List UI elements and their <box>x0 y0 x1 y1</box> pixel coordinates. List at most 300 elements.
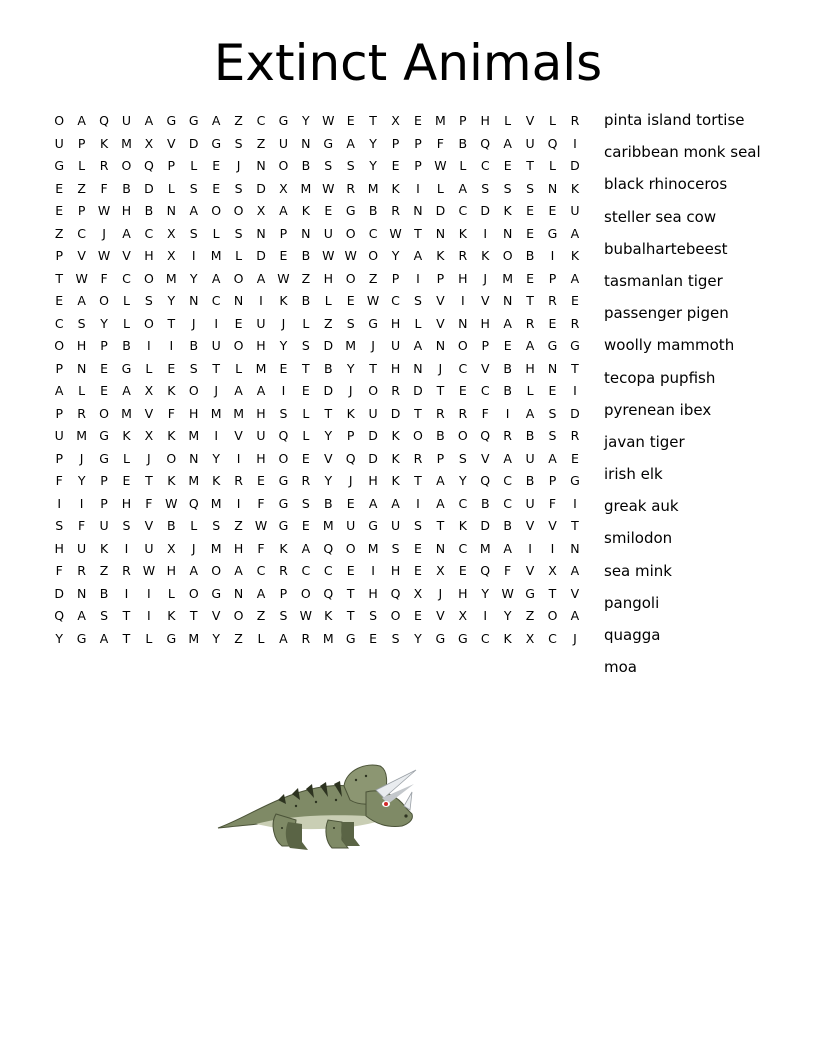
grid-letter: I <box>416 495 420 511</box>
grid-row <box>48 335 586 358</box>
grid-letter: Z <box>234 518 243 533</box>
grid-letter: C <box>458 495 468 511</box>
grid-letter: A <box>301 540 311 556</box>
grid-letter: C <box>211 293 221 308</box>
word-list-item: bubalhartebeest <box>604 239 728 258</box>
grid-letter: S <box>413 293 422 308</box>
grid-letter: E <box>346 113 355 128</box>
grid-letter: J <box>483 270 488 286</box>
grid-letter: T <box>55 270 64 286</box>
grid-letter: N <box>301 225 311 241</box>
grid-letter: E <box>212 158 221 173</box>
grid-letter: M <box>255 360 267 376</box>
grid-letter: H <box>368 473 378 488</box>
grid-letter: S <box>548 405 557 421</box>
grid-letter: L <box>212 225 220 241</box>
grid-letter: R <box>301 473 311 488</box>
grid-row <box>48 358 586 381</box>
grid-letter: E <box>570 450 579 466</box>
grid-letter: O <box>54 338 65 353</box>
word-list-item: tecopa pupfish <box>604 368 716 387</box>
grid-letter: G <box>547 338 558 353</box>
grid-letter: F <box>257 540 265 556</box>
grid-letter: A <box>413 248 423 263</box>
grid-letter: T <box>189 608 198 623</box>
grid-letter: E <box>414 563 422 578</box>
grid-letter: A <box>436 495 445 511</box>
grid-letter: A <box>122 225 131 241</box>
grid-letter: U <box>256 315 266 331</box>
grid-letter: Y <box>391 248 400 263</box>
grid-row <box>48 223 586 246</box>
grid-letter: S <box>458 450 467 466</box>
grid-letter: C <box>256 113 266 128</box>
grid-letter: Q <box>278 428 289 443</box>
grid-letter: V <box>167 135 176 151</box>
grid-letter: A <box>503 135 512 151</box>
grid-letter: S <box>55 518 64 533</box>
grid-letter: G <box>547 225 558 241</box>
grid-letter: L <box>257 630 265 646</box>
grid-letter: E <box>526 203 535 218</box>
grid-letter: U <box>368 405 378 421</box>
grid-letter: L <box>122 315 130 331</box>
grid-letter: G <box>345 203 356 218</box>
grid-letter: P <box>391 270 400 286</box>
grid-letter: G <box>457 630 468 646</box>
grid-letter: P <box>391 135 400 151</box>
grid-letter: H <box>390 360 401 376</box>
grid-letter: Y <box>100 315 108 331</box>
grid-letter: A <box>234 563 243 578</box>
grid-letter: R <box>436 405 445 421</box>
grid-letter: K <box>503 203 512 218</box>
grid-letter: D <box>480 518 491 533</box>
grid-letter: T <box>122 630 131 646</box>
grid-letter: A <box>211 270 221 286</box>
grid-letter: H <box>323 270 333 286</box>
grid-letter: E <box>301 383 310 398</box>
grid-letter: G <box>99 428 109 443</box>
grid-letter: T <box>167 315 176 331</box>
grid-letter: B <box>525 473 535 488</box>
grid-letter: R <box>503 428 512 443</box>
grid-letter: D <box>323 338 334 353</box>
grid-row <box>48 380 586 403</box>
grid-letter: M <box>367 540 379 556</box>
grid-letter: A <box>458 180 468 196</box>
grid-letter: T <box>526 293 534 308</box>
grid-row <box>48 155 586 178</box>
grid-letter: X <box>144 428 154 443</box>
grid-letter: T <box>526 158 534 173</box>
grid-letter: M <box>210 495 222 511</box>
grid-letter: X <box>525 630 535 646</box>
grid-letter: J <box>281 315 286 331</box>
grid-letter: U <box>77 540 87 556</box>
grid-letter: R <box>301 630 311 646</box>
grid-letter: O <box>211 203 222 218</box>
grid-letter: B <box>122 180 131 196</box>
grid-letter: Z <box>234 630 243 646</box>
grid-letter: C <box>144 225 154 241</box>
grid-letter: Q <box>480 428 491 443</box>
grid-letter: H <box>390 315 401 331</box>
grid-letter: H <box>144 248 154 263</box>
grid-letter: I <box>573 383 577 398</box>
grid-letter: D <box>570 158 580 173</box>
grid-letter: U <box>99 518 109 533</box>
grid-letter: T <box>414 473 422 488</box>
grid-letter: N <box>233 293 244 308</box>
grid-letter: K <box>570 180 580 196</box>
grid-row <box>48 133 586 156</box>
grid-letter: W <box>322 180 335 196</box>
triceratops-icon <box>216 762 420 854</box>
grid-letter: Q <box>323 540 334 556</box>
grid-letter: T <box>302 360 310 376</box>
grid-letter: G <box>435 630 446 646</box>
grid-letter: A <box>503 540 512 556</box>
grid-letter: E <box>257 473 265 488</box>
grid-letter: U <box>390 338 401 353</box>
grid-letter: X <box>144 383 154 398</box>
grid-letter: E <box>279 248 288 263</box>
grid-letter: A <box>503 315 512 331</box>
grid-letter: R <box>391 203 400 218</box>
grid-letter: X <box>413 585 423 601</box>
grid-letter: C <box>323 563 333 578</box>
grid-letter: L <box>167 180 175 196</box>
grid-letter: B <box>122 338 131 353</box>
grid-letter: U <box>570 203 580 218</box>
grid-letter: K <box>570 248 580 263</box>
grid-letter: L <box>78 158 86 173</box>
grid-letter: L <box>145 630 153 646</box>
grid-letter: Y <box>189 270 198 286</box>
grid-letter: F <box>100 180 108 196</box>
grid-letter: S <box>234 135 243 151</box>
grid-letter: M <box>165 270 177 286</box>
grid-letter: G <box>166 113 177 128</box>
grid-letter: C <box>458 203 468 218</box>
grid-letter: E <box>526 225 535 241</box>
grid-letter: M <box>434 113 446 128</box>
grid-letter: E <box>301 450 310 466</box>
grid-letter: E <box>369 630 378 646</box>
grid-letter: S <box>301 495 310 511</box>
grid-letter: A <box>503 450 512 466</box>
grid-letter: W <box>277 270 290 286</box>
grid-letter: M <box>300 180 312 196</box>
grid-letter: S <box>391 630 400 646</box>
grid-letter: O <box>345 540 356 556</box>
word-list <box>604 109 761 688</box>
grid-letter: O <box>457 428 468 443</box>
grid-letter: O <box>211 563 222 578</box>
grid-letter: V <box>480 360 490 376</box>
grid-letter: P <box>414 158 422 173</box>
grid-letter: E <box>548 315 557 331</box>
grid-letter: A <box>234 383 243 398</box>
grid-letter: D <box>435 203 446 218</box>
grid-letter: I <box>124 540 129 556</box>
grid-letter: F <box>504 563 512 578</box>
grid-letter: S <box>212 518 221 533</box>
grid-row <box>48 268 586 291</box>
grid-letter: U <box>390 518 401 533</box>
grid-row <box>48 583 586 606</box>
grid-letter: P <box>100 473 108 488</box>
grid-letter: S <box>503 180 512 196</box>
grid-letter: R <box>99 158 109 173</box>
grid-letter: O <box>233 270 244 286</box>
grid-letter: W <box>366 293 380 308</box>
grid-letter: R <box>570 428 580 443</box>
grid-letter: S <box>526 180 535 196</box>
grid-letter: C <box>301 563 311 578</box>
grid-row <box>48 110 586 133</box>
grid-letter: W <box>75 270 88 286</box>
grid-letter: O <box>166 450 177 466</box>
grid-letter: D <box>188 135 199 151</box>
grid-letter: Z <box>77 180 86 196</box>
grid-letter: R <box>77 405 86 421</box>
grid-letter: D <box>144 180 154 196</box>
grid-letter: K <box>324 608 333 623</box>
word-list-item: moa <box>604 658 637 677</box>
grid-letter: E <box>234 315 243 331</box>
grid-letter: K <box>346 405 355 421</box>
grid-letter: L <box>145 360 153 376</box>
grid-letter: I <box>147 608 151 623</box>
grid-letter: W <box>434 158 447 173</box>
grid-letter: P <box>459 113 467 128</box>
word-list-item: pinta island tortise <box>604 111 745 129</box>
grid-letter: S <box>234 225 243 241</box>
grid-letter: Q <box>188 495 199 511</box>
grid-letter: G <box>323 135 334 151</box>
grid-letter: N <box>76 360 87 376</box>
grid-letter: T <box>346 585 355 601</box>
grid-letter: F <box>481 405 489 421</box>
grid-letter: L <box>436 180 444 196</box>
grid-row <box>48 425 586 448</box>
grid-letter: Y <box>369 158 377 173</box>
grid-letter: N <box>413 360 423 376</box>
grid-letter: L <box>190 518 198 533</box>
grid-letter: W <box>254 518 268 533</box>
grid-letter: B <box>436 428 445 443</box>
grid-letter: D <box>256 248 266 263</box>
grid-letter: S <box>548 428 557 443</box>
grid-letter: R <box>413 450 423 466</box>
grid-letter: Y <box>167 293 176 308</box>
grid-letter: B <box>368 203 378 218</box>
grid-letter: G <box>278 495 289 511</box>
grid-letter: C <box>391 293 400 308</box>
grid-letter: U <box>256 428 266 443</box>
grid-letter: V <box>436 608 445 623</box>
grid-letter: L <box>504 113 512 128</box>
grid-letter: H <box>368 585 378 601</box>
word-list-item: irish elk <box>604 465 663 484</box>
grid-letter: I <box>124 585 129 601</box>
grid-letter: P <box>279 225 288 241</box>
word-list-item: pangoli <box>604 593 660 612</box>
grid-letter: H <box>54 540 64 556</box>
grid-letter: N <box>256 225 266 241</box>
grid-row <box>48 178 586 201</box>
grid-letter: C <box>548 630 557 646</box>
grid-letter: W <box>344 248 357 263</box>
grid-letter: L <box>167 585 175 601</box>
grid-letter: U <box>54 135 64 151</box>
grid-letter: Z <box>99 563 109 578</box>
grid-letter: I <box>550 248 555 263</box>
grid-letter: D <box>413 383 423 398</box>
grid-letter: P <box>481 338 489 353</box>
grid-letter: T <box>324 405 333 421</box>
grid-letter: V <box>234 428 243 443</box>
grid-letter: G <box>368 518 378 533</box>
grid-letter: S <box>189 225 198 241</box>
grid-letter: U <box>278 135 288 151</box>
grid-letter: W <box>389 225 402 241</box>
grid-letter: Z <box>54 225 64 241</box>
grid-letter: K <box>458 225 467 241</box>
grid-letter: H <box>121 495 132 511</box>
grid-letter: L <box>302 405 310 421</box>
grid-letter: C <box>54 315 64 331</box>
grid-letter: Z <box>256 135 266 151</box>
grid-letter: Z <box>301 270 311 286</box>
grid-letter: A <box>211 113 221 128</box>
grid-letter: W <box>299 608 313 623</box>
grid-letter: K <box>503 630 512 646</box>
grid-letter: A <box>436 473 445 488</box>
grid-letter: K <box>391 473 400 488</box>
grid-letter: N <box>189 450 199 466</box>
grid-letter: K <box>167 473 176 488</box>
grid-letter: I <box>460 293 465 308</box>
grid-letter: K <box>391 428 400 443</box>
grid-letter: L <box>414 315 422 331</box>
grid-letter: O <box>99 293 109 308</box>
grid-letter: R <box>122 563 131 578</box>
grid-letter: E <box>570 293 579 308</box>
word-list-item: steller sea cow <box>604 207 717 226</box>
grid-letter: G <box>345 630 356 646</box>
grid-letter: G <box>525 585 535 601</box>
word-list-item: greak auk <box>604 497 679 516</box>
grid-letter: I <box>483 225 488 241</box>
grid-letter: X <box>458 608 468 623</box>
grid-letter: A <box>122 383 131 398</box>
grid-letter: J <box>147 450 151 466</box>
grid-letter: E <box>100 383 108 398</box>
grid-letter: E <box>324 203 333 218</box>
grid-letter: E <box>346 293 355 308</box>
grid-letter: E <box>503 158 512 173</box>
grid-letter: A <box>189 203 199 218</box>
grid-letter: C <box>458 540 468 556</box>
grid-letter: G <box>121 360 132 376</box>
grid-letter: S <box>369 608 378 623</box>
grid-letter: B <box>503 518 512 533</box>
grid-row <box>48 628 586 651</box>
grid-letter: F <box>100 270 108 286</box>
grid-letter: X <box>279 180 288 196</box>
grid-letter: B <box>458 135 468 151</box>
grid-letter: J <box>191 540 196 556</box>
grid-letter: I <box>236 450 241 466</box>
grid-letter: S <box>279 405 288 421</box>
grid-letter: P <box>55 405 63 421</box>
grid-letter: M <box>188 630 200 646</box>
grid-letter: M <box>121 405 132 421</box>
grid-letter: K <box>99 135 109 151</box>
grid-letter: T <box>548 585 557 601</box>
grid-letter: Z <box>256 608 266 623</box>
grid-row <box>48 290 586 313</box>
grid-letter: J <box>102 225 106 241</box>
grid-letter: N <box>502 293 513 308</box>
grid-letter: K <box>212 473 221 488</box>
grid-row <box>48 200 586 223</box>
grid-letter: Q <box>345 450 356 466</box>
grid-letter: G <box>166 630 177 646</box>
grid-letter: P <box>55 248 63 263</box>
grid-letter: A <box>570 225 580 241</box>
grid-letter: R <box>77 563 86 578</box>
grid-letter: N <box>256 158 266 173</box>
grid-letter: N <box>189 293 199 308</box>
grid-letter: I <box>147 585 151 601</box>
grid-letter: P <box>55 360 63 376</box>
grid-letter: V <box>436 293 445 308</box>
grid-letter: V <box>525 113 535 128</box>
grid-letter: K <box>391 180 400 196</box>
grid-letter: K <box>122 428 131 443</box>
grid-row <box>48 448 586 471</box>
grid-letter: K <box>481 248 490 263</box>
grid-letter: S <box>144 293 153 308</box>
grid-letter: Y <box>346 360 355 376</box>
grid-letter: V <box>144 405 154 421</box>
grid-letter: C <box>368 225 378 241</box>
grid-letter: L <box>549 158 556 173</box>
grid-letter: A <box>368 495 378 511</box>
grid-letter: I <box>528 540 532 556</box>
grid-letter: E <box>100 360 108 376</box>
grid-letter: E <box>55 203 64 218</box>
grid-letter: K <box>279 540 288 556</box>
grid-letter: T <box>414 225 422 241</box>
grid-letter: L <box>526 383 534 398</box>
grid-letter: T <box>369 113 377 128</box>
grid-letter: V <box>525 518 535 533</box>
grid-letter: L <box>122 293 130 308</box>
grid-letter: I <box>416 180 420 196</box>
grid-letter: A <box>548 450 557 466</box>
grid-letter: Y <box>414 630 422 646</box>
grid-letter: H <box>480 113 490 128</box>
grid-letter: H <box>480 315 490 331</box>
grid-letter: A <box>391 495 400 511</box>
grid-letter: O <box>390 608 401 623</box>
grid-letter: Y <box>212 450 220 466</box>
